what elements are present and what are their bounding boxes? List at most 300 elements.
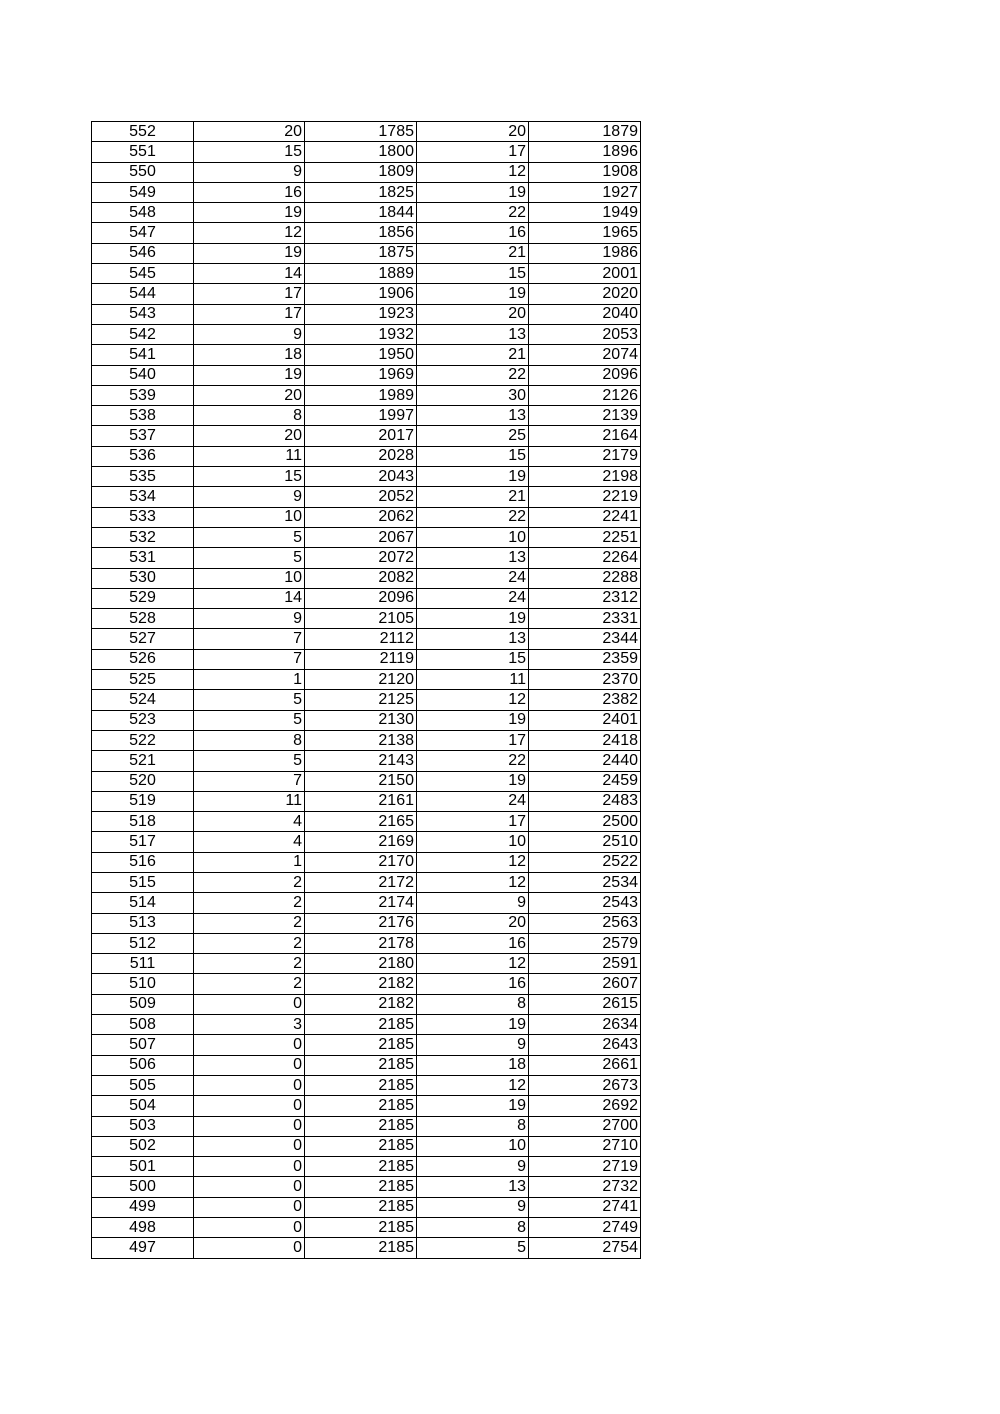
table-cell: 0 xyxy=(194,1075,305,1095)
table-cell: 503 xyxy=(92,1116,194,1136)
table-cell: 7 xyxy=(194,771,305,791)
table-cell: 2615 xyxy=(529,994,641,1014)
table-cell: 0 xyxy=(194,1177,305,1197)
table-cell: 19 xyxy=(194,243,305,263)
table-cell: 13 xyxy=(417,548,529,568)
table-cell: 2719 xyxy=(529,1157,641,1177)
table-cell: 1825 xyxy=(305,182,417,202)
table-row xyxy=(92,771,641,791)
table-row xyxy=(92,324,641,344)
table-cell: 2732 xyxy=(529,1177,641,1197)
table-row xyxy=(92,223,641,243)
table-cell: 542 xyxy=(92,324,194,344)
table-cell: 501 xyxy=(92,1157,194,1177)
table-cell: 2643 xyxy=(529,1035,641,1055)
table-cell: 9 xyxy=(194,609,305,629)
table-cell: 505 xyxy=(92,1075,194,1095)
table-cell: 1875 xyxy=(305,243,417,263)
table-cell: 2172 xyxy=(305,872,417,892)
table-cell: 9 xyxy=(194,487,305,507)
table-row xyxy=(92,385,641,405)
table-cell: 16 xyxy=(417,974,529,994)
table-cell: 2241 xyxy=(529,507,641,527)
table-cell: 498 xyxy=(92,1218,194,1238)
table-cell: 16 xyxy=(417,933,529,953)
table-cell: 2165 xyxy=(305,812,417,832)
table-row xyxy=(92,548,641,568)
table-cell: 1997 xyxy=(305,406,417,426)
table-cell: 523 xyxy=(92,710,194,730)
table-cell: 1879 xyxy=(529,122,641,142)
table-cell: 2 xyxy=(194,974,305,994)
table-cell: 7 xyxy=(194,649,305,669)
table-cell: 513 xyxy=(92,913,194,933)
table-cell: 1950 xyxy=(305,345,417,365)
table-cell: 2074 xyxy=(529,345,641,365)
table-cell: 2185 xyxy=(305,1096,417,1116)
table-cell: 2120 xyxy=(305,670,417,690)
table-cell: 2607 xyxy=(529,974,641,994)
table-cell: 10 xyxy=(194,507,305,527)
table-row xyxy=(92,568,641,588)
table-cell: 0 xyxy=(194,1157,305,1177)
table-cell: 518 xyxy=(92,812,194,832)
table-cell: 2700 xyxy=(529,1116,641,1136)
table-cell: 508 xyxy=(92,1015,194,1035)
table-cell: 2359 xyxy=(529,649,641,669)
table-cell: 12 xyxy=(417,954,529,974)
table-cell: 21 xyxy=(417,243,529,263)
table-cell: 20 xyxy=(417,122,529,142)
table-cell: 2052 xyxy=(305,487,417,507)
table-cell: 2082 xyxy=(305,568,417,588)
table-cell: 532 xyxy=(92,527,194,547)
table-cell: 2130 xyxy=(305,710,417,730)
table-cell: 2459 xyxy=(529,771,641,791)
table-row xyxy=(92,264,641,284)
table-cell: 2251 xyxy=(529,527,641,547)
table-cell: 11 xyxy=(194,791,305,811)
table-row xyxy=(92,426,641,446)
table-row xyxy=(92,1075,641,1095)
table-cell: 2483 xyxy=(529,791,641,811)
table-cell: 514 xyxy=(92,893,194,913)
table-cell: 551 xyxy=(92,142,194,162)
table-cell: 19 xyxy=(417,1015,529,1035)
table-cell: 0 xyxy=(194,994,305,1014)
table-cell: 17 xyxy=(417,812,529,832)
table-cell: 2040 xyxy=(529,304,641,324)
table-cell: 15 xyxy=(417,649,529,669)
table-cell: 2749 xyxy=(529,1218,641,1238)
table-row xyxy=(92,1238,641,1258)
table-cell: 504 xyxy=(92,1096,194,1116)
table-cell: 2185 xyxy=(305,1035,417,1055)
table-row xyxy=(92,1096,641,1116)
table-cell: 5 xyxy=(194,751,305,771)
table-cell: 13 xyxy=(417,629,529,649)
table-row xyxy=(92,142,641,162)
table-row xyxy=(92,365,641,385)
table-cell: 2522 xyxy=(529,852,641,872)
table-cell: 11 xyxy=(194,446,305,466)
table-cell: 545 xyxy=(92,264,194,284)
table-row xyxy=(92,649,641,669)
table-cell: 515 xyxy=(92,872,194,892)
table-cell: 19 xyxy=(417,710,529,730)
table-cell: 2382 xyxy=(529,690,641,710)
table-cell: 2169 xyxy=(305,832,417,852)
table-cell: 2067 xyxy=(305,527,417,547)
table-cell: 9 xyxy=(417,1035,529,1055)
table-cell: 2710 xyxy=(529,1136,641,1156)
table-cell: 2344 xyxy=(529,629,641,649)
table-cell: 2062 xyxy=(305,507,417,527)
table-cell: 520 xyxy=(92,771,194,791)
table-row xyxy=(92,243,641,263)
table-cell: 19 xyxy=(417,284,529,304)
table-cell: 12 xyxy=(417,162,529,182)
table-cell: 2150 xyxy=(305,771,417,791)
table-row xyxy=(92,994,641,1014)
table-cell: 2288 xyxy=(529,568,641,588)
table-cell: 19 xyxy=(417,467,529,487)
table-cell: 2096 xyxy=(305,588,417,608)
table-cell: 17 xyxy=(194,304,305,324)
table-cell: 10 xyxy=(417,832,529,852)
table-cell: 2 xyxy=(194,872,305,892)
table-cell: 16 xyxy=(417,223,529,243)
table-cell: 8 xyxy=(194,730,305,750)
table-row xyxy=(92,345,641,365)
table-cell: 2017 xyxy=(305,426,417,446)
table-row xyxy=(92,812,641,832)
table-cell: 2043 xyxy=(305,467,417,487)
table-cell: 2125 xyxy=(305,690,417,710)
table-cell: 22 xyxy=(417,203,529,223)
table-row xyxy=(92,507,641,527)
table-cell: 19 xyxy=(417,1096,529,1116)
table-cell: 1989 xyxy=(305,385,417,405)
table-cell: 2185 xyxy=(305,1177,417,1197)
table-row xyxy=(92,1136,641,1156)
table-cell: 2185 xyxy=(305,1075,417,1095)
table-cell: 2741 xyxy=(529,1197,641,1217)
table-cell: 2001 xyxy=(529,264,641,284)
table-cell: 2591 xyxy=(529,954,641,974)
table-cell: 1844 xyxy=(305,203,417,223)
table-cell: 10 xyxy=(194,568,305,588)
table-cell: 1809 xyxy=(305,162,417,182)
table-cell: 2072 xyxy=(305,548,417,568)
table-cell: 15 xyxy=(417,264,529,284)
table-cell: 512 xyxy=(92,933,194,953)
table-cell: 2579 xyxy=(529,933,641,953)
table-row xyxy=(92,487,641,507)
table-cell: 8 xyxy=(194,406,305,426)
table-cell: 519 xyxy=(92,791,194,811)
table-cell: 2418 xyxy=(529,730,641,750)
table-cell: 22 xyxy=(417,751,529,771)
table-cell: 2264 xyxy=(529,548,641,568)
table-cell: 1908 xyxy=(529,162,641,182)
table-cell: 540 xyxy=(92,365,194,385)
table-row xyxy=(92,304,641,324)
table-row xyxy=(92,122,641,142)
table-cell: 536 xyxy=(92,446,194,466)
table-cell: 15 xyxy=(194,142,305,162)
table-cell: 21 xyxy=(417,487,529,507)
table-cell: 5 xyxy=(417,1238,529,1258)
table-cell: 2692 xyxy=(529,1096,641,1116)
table-row xyxy=(92,1116,641,1136)
table-row xyxy=(92,446,641,466)
table-row xyxy=(92,893,641,913)
table-cell: 2401 xyxy=(529,710,641,730)
table-cell: 10 xyxy=(417,1136,529,1156)
table-cell: 2139 xyxy=(529,406,641,426)
table-cell: 2634 xyxy=(529,1015,641,1035)
table-cell: 12 xyxy=(417,872,529,892)
table-row xyxy=(92,852,641,872)
table-cell: 2174 xyxy=(305,893,417,913)
table-cell: 2312 xyxy=(529,588,641,608)
table-cell: 12 xyxy=(194,223,305,243)
table-cell: 12 xyxy=(417,690,529,710)
score-table-body xyxy=(92,122,641,1259)
table-cell: 522 xyxy=(92,730,194,750)
table-cell: 0 xyxy=(194,1116,305,1136)
table-cell: 1923 xyxy=(305,304,417,324)
table-cell: 530 xyxy=(92,568,194,588)
table-cell: 2185 xyxy=(305,1116,417,1136)
table-cell: 2 xyxy=(194,954,305,974)
table-cell: 5 xyxy=(194,548,305,568)
table-cell: 500 xyxy=(92,1177,194,1197)
table-cell: 544 xyxy=(92,284,194,304)
table-cell: 8 xyxy=(417,1116,529,1136)
table-row xyxy=(92,1197,641,1217)
table-row xyxy=(92,1055,641,1075)
table-cell: 10 xyxy=(417,527,529,547)
table-row xyxy=(92,791,641,811)
table-cell: 2176 xyxy=(305,913,417,933)
table-cell: 547 xyxy=(92,223,194,243)
table-row xyxy=(92,527,641,547)
table-cell: 1906 xyxy=(305,284,417,304)
table-cell: 2534 xyxy=(529,872,641,892)
table-row xyxy=(92,913,641,933)
table-cell: 18 xyxy=(417,1055,529,1075)
table-cell: 527 xyxy=(92,629,194,649)
table-row xyxy=(92,670,641,690)
table-cell: 17 xyxy=(417,142,529,162)
table-row xyxy=(92,1015,641,1035)
table-cell: 2 xyxy=(194,933,305,953)
table-cell: 2185 xyxy=(305,1055,417,1075)
table-cell: 517 xyxy=(92,832,194,852)
table-cell: 2164 xyxy=(529,426,641,446)
table-cell: 525 xyxy=(92,670,194,690)
table-cell: 16 xyxy=(194,182,305,202)
table-cell: 2500 xyxy=(529,812,641,832)
table-cell: 4 xyxy=(194,812,305,832)
table-cell: 13 xyxy=(417,1177,529,1197)
table-cell: 22 xyxy=(417,507,529,527)
table-cell: 0 xyxy=(194,1238,305,1258)
table-cell: 25 xyxy=(417,426,529,446)
table-cell: 14 xyxy=(194,588,305,608)
table-cell: 534 xyxy=(92,487,194,507)
table-cell: 529 xyxy=(92,588,194,608)
table-cell: 5 xyxy=(194,690,305,710)
table-cell: 13 xyxy=(417,324,529,344)
table-row xyxy=(92,954,641,974)
table-row xyxy=(92,690,641,710)
table-row xyxy=(92,933,641,953)
score-table xyxy=(91,121,641,1259)
table-cell: 20 xyxy=(194,385,305,405)
table-cell: 15 xyxy=(194,467,305,487)
table-cell: 0 xyxy=(194,1197,305,1217)
table-row xyxy=(92,730,641,750)
table-cell: 2182 xyxy=(305,974,417,994)
table-cell: 524 xyxy=(92,690,194,710)
table-cell: 0 xyxy=(194,1218,305,1238)
table-cell: 1949 xyxy=(529,203,641,223)
table-cell: 2178 xyxy=(305,933,417,953)
table-row xyxy=(92,629,641,649)
table-cell: 507 xyxy=(92,1035,194,1055)
table-cell: 2331 xyxy=(529,609,641,629)
table-cell: 15 xyxy=(417,446,529,466)
table-cell: 9 xyxy=(194,162,305,182)
table-cell: 516 xyxy=(92,852,194,872)
table-cell: 549 xyxy=(92,182,194,202)
table-cell: 8 xyxy=(417,994,529,1014)
table-cell: 2112 xyxy=(305,629,417,649)
table-cell: 9 xyxy=(417,893,529,913)
table-row xyxy=(92,751,641,771)
table-cell: 550 xyxy=(92,162,194,182)
table-row xyxy=(92,162,641,182)
table-row xyxy=(92,872,641,892)
table-cell: 1927 xyxy=(529,182,641,202)
table-cell: 2028 xyxy=(305,446,417,466)
table-cell: 2179 xyxy=(529,446,641,466)
table-cell: 539 xyxy=(92,385,194,405)
table-cell: 1 xyxy=(194,852,305,872)
table-cell: 2096 xyxy=(529,365,641,385)
table-cell: 2185 xyxy=(305,1238,417,1258)
table-cell: 2440 xyxy=(529,751,641,771)
table-cell: 2661 xyxy=(529,1055,641,1075)
table-cell: 2510 xyxy=(529,832,641,852)
table-cell: 521 xyxy=(92,751,194,771)
table-cell: 11 xyxy=(417,670,529,690)
table-row xyxy=(92,1177,641,1197)
table-cell: 18 xyxy=(194,345,305,365)
table-cell: 2182 xyxy=(305,994,417,1014)
table-cell: 0 xyxy=(194,1055,305,1075)
table-cell: 497 xyxy=(92,1238,194,1258)
table-cell: 2185 xyxy=(305,1015,417,1035)
table-cell: 9 xyxy=(417,1157,529,1177)
table-row xyxy=(92,1218,641,1238)
table-row xyxy=(92,832,641,852)
table-cell: 2185 xyxy=(305,1136,417,1156)
table-cell: 7 xyxy=(194,629,305,649)
table-cell: 19 xyxy=(194,203,305,223)
table-cell: 2105 xyxy=(305,609,417,629)
table-cell: 0 xyxy=(194,1136,305,1156)
table-cell: 12 xyxy=(417,1075,529,1095)
table-cell: 2126 xyxy=(529,385,641,405)
table-row xyxy=(92,588,641,608)
table-cell: 1932 xyxy=(305,324,417,344)
table-row xyxy=(92,1035,641,1055)
table-cell: 5 xyxy=(194,527,305,547)
table-cell: 1965 xyxy=(529,223,641,243)
table-cell: 2563 xyxy=(529,913,641,933)
table-row xyxy=(92,182,641,202)
table-cell: 30 xyxy=(417,385,529,405)
table-cell: 20 xyxy=(194,122,305,142)
table-row xyxy=(92,406,641,426)
table-cell: 0 xyxy=(194,1096,305,1116)
table-cell: 2185 xyxy=(305,1197,417,1217)
table-cell: 531 xyxy=(92,548,194,568)
table-cell: 1800 xyxy=(305,142,417,162)
table-cell: 2020 xyxy=(529,284,641,304)
table-cell: 541 xyxy=(92,345,194,365)
table-cell: 546 xyxy=(92,243,194,263)
table-cell: 533 xyxy=(92,507,194,527)
table-cell: 1785 xyxy=(305,122,417,142)
table-cell: 1 xyxy=(194,670,305,690)
table-cell: 526 xyxy=(92,649,194,669)
table-cell: 2370 xyxy=(529,670,641,690)
table-cell: 2 xyxy=(194,913,305,933)
table-cell: 1896 xyxy=(529,142,641,162)
table-cell: 552 xyxy=(92,122,194,142)
table-cell: 13 xyxy=(417,406,529,426)
table-cell: 2053 xyxy=(529,324,641,344)
table-cell: 537 xyxy=(92,426,194,446)
table-cell: 2180 xyxy=(305,954,417,974)
table-row xyxy=(92,203,641,223)
table-cell: 528 xyxy=(92,609,194,629)
table-cell: 0 xyxy=(194,1035,305,1055)
table-cell: 1889 xyxy=(305,264,417,284)
table-cell: 506 xyxy=(92,1055,194,1075)
table-cell: 14 xyxy=(194,264,305,284)
table-cell: 2170 xyxy=(305,852,417,872)
table-row xyxy=(92,710,641,730)
table-cell: 19 xyxy=(417,609,529,629)
table-row xyxy=(92,284,641,304)
table-cell: 22 xyxy=(417,365,529,385)
table-cell: 502 xyxy=(92,1136,194,1156)
table-cell: 2198 xyxy=(529,467,641,487)
table-cell: 24 xyxy=(417,568,529,588)
table-cell: 1856 xyxy=(305,223,417,243)
table-cell: 548 xyxy=(92,203,194,223)
table-cell: 9 xyxy=(417,1197,529,1217)
table-cell: 2185 xyxy=(305,1157,417,1177)
table-cell: 24 xyxy=(417,588,529,608)
table-cell: 543 xyxy=(92,304,194,324)
